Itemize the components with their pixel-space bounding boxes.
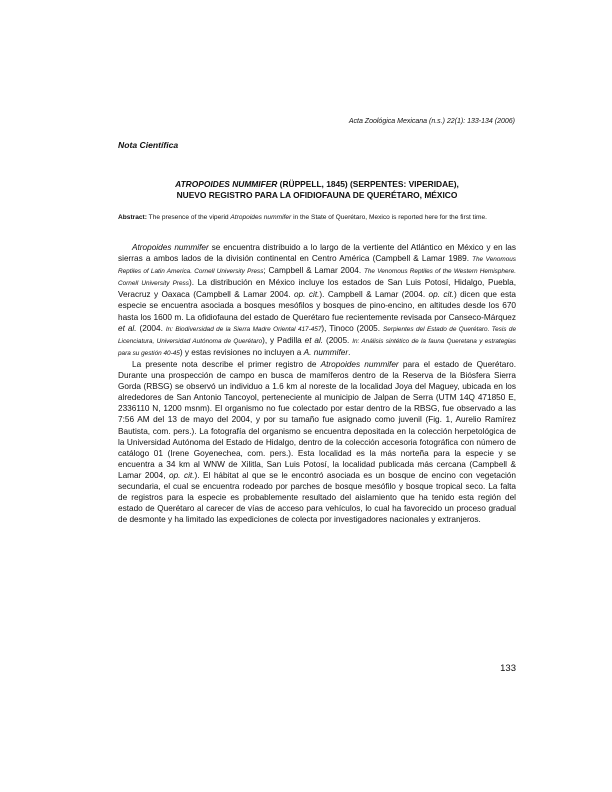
journal-citation: Acta Zoológica Mexicana (n.s.) 22(1): 133-134 (2006): [348, 118, 515, 125]
p2-s2: para el estado de Querétaro. Durante una prospección de campo en busca de mamíferos dentro de la Reserva de la Biósfera Sierra Gorda (RBSG) se observó un individuo a 1.6 km al noreste de la localidad Joya del Maguey, ubicada en los alrededores de San Antonio Tancoyol, perteneciente al municipio de Jalpan de Serra (UTM 14Q 471850 E, 2336110 N, 1200 msnm). El organismo no fue colectado por estar dentro de la RBSG, fue observado a las 7:56 AM del 13 de mayo del 2004, y por su tamaño fue asignado como juvenil (Fig. 1, Aurelio Ramírez Bautista, com. pers.). La fotografía del organismo se encuentra depositada en la colección herpetológica de la Universidad Autónoma del Estado de Hidalgo, dentro de la colección accesoria fotográfica con número de catálogo 01 (Irene Goyenechea, com. pers.). Esta localidad es la más norteña para la especie y se encuentra a 34 km al WNW de Xilitla, San Luis Potosí, la localidad publicada más cercana (Campbell & Lamar 2004,: [118, 359, 517, 480]
article-body: [118, 242, 516, 525]
p1-s10: ) y estas revisiones no incluyen a: [179, 347, 304, 357]
abstract-text-after: in the State of Querétaro, Mexico is reported here for the first time.: [291, 214, 487, 221]
abstract: [118, 213, 516, 222]
p1-s1: se encuentra distribuido a lo largo de la vertiente del Atlántico en México y en las sierras a ambos lados de la división continental en Centro América (Campbell & Lamar 1989.: [118, 243, 516, 264]
title-rest-line1: (RÜPPELL, 1845) (SERPENTES: VIPERIDAE),: [277, 179, 459, 189]
paragraph-1: [118, 242, 516, 359]
title-species: ATROPOIDES NUMMIFER: [175, 179, 278, 189]
p2-s1: La presente nota describe el primer registro de: [132, 359, 321, 369]
p1-etal-2: et al.: [304, 335, 324, 345]
note-type-heading: Nota Científica: [118, 140, 179, 150]
p1-citation-4: Serpientes del Estado de Querétaro. Tesis de Licenciatura, Universidad Autónoma de Querétaro: [118, 325, 517, 345]
p1-citation-2: The Venomous Reptiles of the Western Hemisphere. Cornell University Press: [118, 268, 516, 288]
p2-s3: ). El hábitat al que se le encontró asociada es un bosque de encino con vegetación secundaria, el cual se encuentra rodeado por parches de bosque mesófilo y bosque tropical seco. La falta de registros para la especie es probablemente resultado del aislamiento que ha tenido esta región del estado de Querétaro al carecer de vías de acceso para vehículos, lo cual ha favorecido un proceso gradual de desmonte y ha limitado las expediciones de colecta por investigadores nacionales y extranjeros.: [118, 470, 516, 525]
title-line2: NUEVO REGISTRO PARA LA OFIDIOFAUNA DE QUERÉTARO, MÉXICO: [176, 190, 458, 200]
p1-citation-1: The Venomous Reptiles of Latin America. Cornell University Press: [118, 256, 516, 276]
p1-s3: ). La distribución en México incluye los estados de San Luis Potosí, Hidalgo, Puebla, Veracruz y Oaxaca (Campbell & Lamar 2004.: [118, 278, 517, 300]
p1-etal-1: et al.: [118, 323, 137, 333]
p1-species-2: A. nummifer: [303, 347, 349, 357]
p1-opcit-1: op. cit.: [294, 290, 320, 300]
paragraph-2: [118, 359, 516, 525]
p1-citation-5: In: Análisis sintético de la fauna Queretana y estrategias para su gestión 40-45: [118, 337, 516, 357]
page-number: 133: [500, 663, 516, 674]
p1-s6: (2004.: [136, 323, 166, 333]
p1-s11: .: [348, 347, 351, 357]
abstract-species: Atropoides nummifer: [230, 214, 292, 221]
p1-species: Atropoides nummifer: [132, 243, 209, 252]
p1-s5: ) dicen que esta especie se encuentra asociada a bosques mesófilos y bosques de pino-encino, en altitudes desde los 670 hasta los 1600 m. La ofidiofauna del estado de Querétaro fue recientemente revisada por Canseco-Márquez: [118, 290, 516, 322]
abstract-text-before: The presence of the viperid: [146, 214, 231, 221]
p2-opcit: op. cit.: [169, 470, 195, 480]
p1-opcit-2: op. cit.: [428, 290, 454, 300]
article-title: [118, 179, 516, 201]
p1-s4: ). Campbell & Lamar (2004.: [319, 290, 429, 300]
abstract-label: Abstract:: [118, 214, 147, 221]
p1-s7: ), Tinoco (2005.: [321, 323, 383, 333]
p1-s2: ; Campbell & Lamar 2004.: [263, 266, 364, 276]
p1-citation-3: In: Biodiversidad de la Sierra Madre Oriental 417-457: [165, 325, 322, 333]
p1-s9: (2005.: [323, 335, 353, 345]
p1-s8: ), y Padilla: [262, 335, 305, 345]
p2-species: Atropoides nummifer: [320, 359, 399, 369]
